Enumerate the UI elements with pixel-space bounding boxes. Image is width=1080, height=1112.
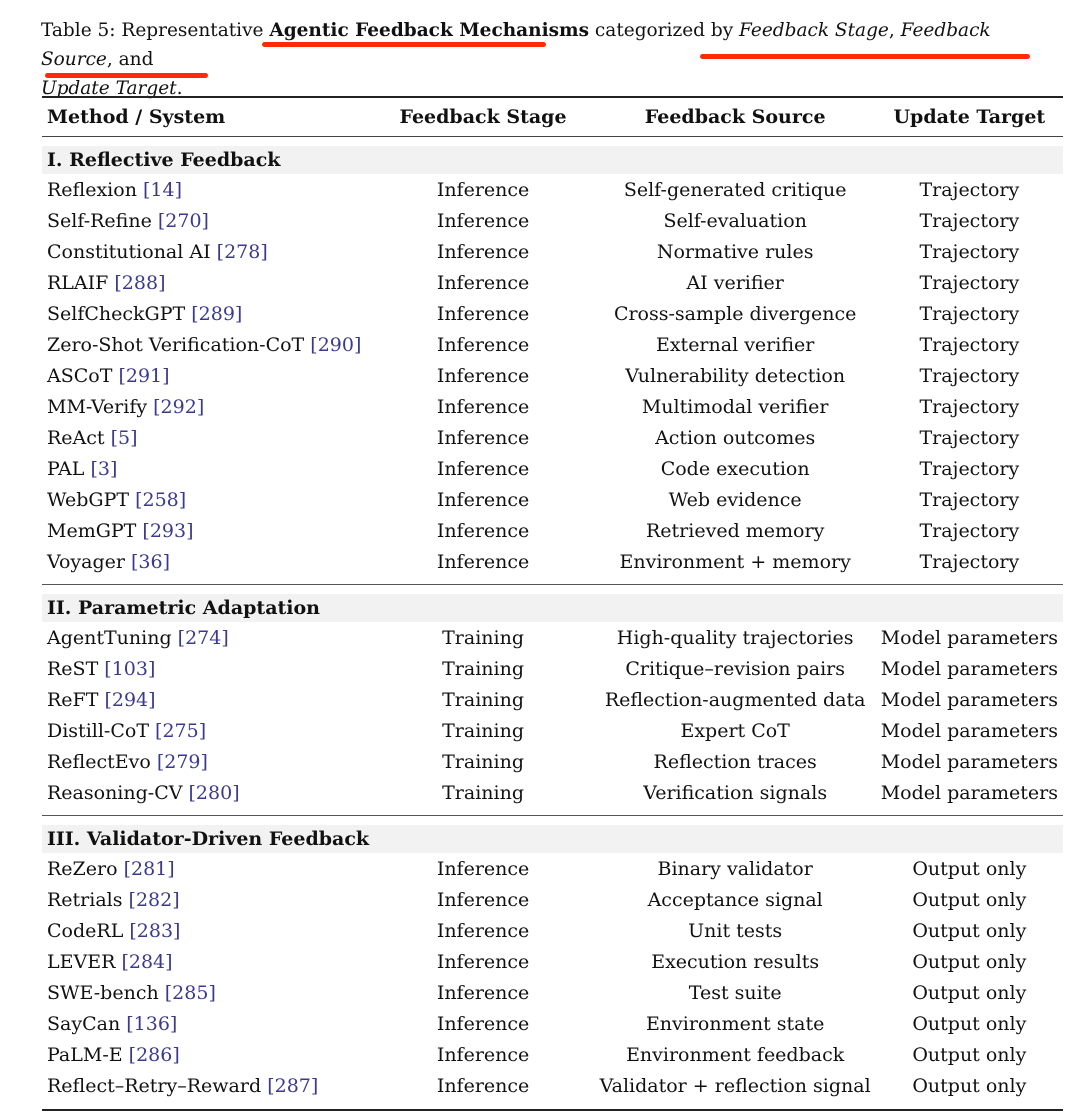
source-cell: Acceptance signal	[647, 888, 823, 911]
stage-cell: Training	[442, 657, 524, 680]
target-cell: Model parameters	[880, 781, 1058, 804]
stage-cell: Inference	[436, 271, 530, 294]
method-cell	[42, 546, 371, 577]
stage-cell: Inference	[436, 364, 530, 387]
citation-link[interactable]: [36]	[131, 550, 171, 573]
method-name: ReFT	[47, 688, 99, 711]
method-name: Voyager	[47, 550, 125, 573]
caption-italic-source: Feedback Source	[41, 20, 991, 70]
highlight-underline	[45, 73, 208, 78]
method-name: ReZero	[47, 857, 118, 880]
method-cell	[42, 422, 371, 453]
section-rule	[42, 577, 1063, 585]
source-cell: Multimodal verifier	[641, 395, 829, 418]
table-caption	[41, 16, 1051, 103]
header-source: Feedback Source	[595, 97, 876, 137]
stage-cell: Inference	[436, 457, 530, 480]
spacer-row	[42, 816, 1063, 826]
method-cell	[42, 391, 371, 422]
rule	[42, 808, 1063, 816]
stage-cell: Inference	[436, 1012, 530, 1035]
target-cell: Output only	[912, 950, 1027, 973]
target-cell: Trajectory	[919, 395, 1020, 418]
method-name: PAL	[47, 457, 85, 480]
method-cell	[42, 853, 371, 884]
citation-link[interactable]: [3]	[90, 457, 118, 480]
citation-link[interactable]: [280]	[188, 781, 240, 804]
method-cell	[42, 453, 371, 484]
source-cell: Retrieved memory	[646, 519, 825, 542]
method-name: Retrials	[47, 888, 123, 911]
stage-cell: Inference	[436, 209, 530, 232]
source-cell: Critique–revision pairs	[625, 657, 845, 680]
stage-cell: Inference	[436, 1074, 530, 1097]
method-cell	[42, 1070, 371, 1101]
method-name: Distill-CoT	[47, 719, 149, 742]
spacer-row	[42, 137, 1063, 147]
stage-cell: Inference	[436, 857, 530, 880]
target-cell: Model parameters	[880, 626, 1058, 649]
source-cell: Web evidence	[668, 488, 802, 511]
table-row	[42, 884, 1063, 915]
citation-link[interactable]: [275]	[155, 719, 207, 742]
method-name: ReAct	[47, 426, 105, 449]
source-cell: Self-evaluation	[663, 209, 807, 232]
method-name: MemGPT	[47, 519, 137, 542]
source-cell: Environment feedback	[626, 1043, 845, 1066]
method-name: SWE-bench	[47, 981, 159, 1004]
citation-link[interactable]: [292]	[153, 395, 205, 418]
citation-link[interactable]: [281]	[123, 857, 175, 880]
method-cell	[42, 205, 371, 236]
table-row	[42, 622, 1063, 653]
citation-link[interactable]: [289]	[191, 302, 243, 325]
method-name: MM-Verify	[47, 395, 148, 418]
stage-cell: Training	[442, 781, 524, 804]
caption-bold-term: Agentic Feedback Mechanisms	[269, 20, 590, 41]
spacer	[42, 585, 1063, 595]
method-name: ReST	[47, 657, 99, 680]
method-name: Constitutional AI	[47, 240, 211, 263]
method-name: SayCan	[47, 1012, 121, 1035]
target-cell: Trajectory	[919, 209, 1020, 232]
caption-text: categorized by	[589, 20, 740, 41]
section-title: II. Parametric Adaptation	[42, 594, 1063, 622]
source-cell: Normative rules	[656, 240, 814, 263]
target-cell: Model parameters	[880, 657, 1058, 680]
spacer	[42, 816, 1063, 826]
stage-cell: Inference	[436, 395, 530, 418]
method-name: Zero-Shot Verification-CoT	[47, 333, 305, 356]
feedback-mechanisms-table	[42, 96, 1063, 1111]
section-header-row	[42, 594, 1063, 622]
method-cell	[42, 946, 371, 977]
citation-link[interactable]: [279]	[156, 750, 208, 773]
target-cell: Output only	[912, 1074, 1027, 1097]
target-cell: Output only	[912, 919, 1027, 942]
table-row	[42, 1039, 1063, 1070]
table-row	[42, 205, 1063, 236]
highlight-underline	[700, 54, 1030, 59]
table-row	[42, 946, 1063, 977]
method-name: Reflexion	[47, 178, 137, 201]
source-cell: External verifier	[655, 333, 815, 356]
caption-italic-target: Update Target	[41, 78, 177, 99]
table-row	[42, 236, 1063, 267]
caption-end: .	[176, 78, 183, 99]
target-cell: Trajectory	[919, 519, 1020, 542]
method-cell	[42, 329, 371, 360]
section-title: III. Validator-Driven Feedback	[42, 825, 1063, 853]
table-row	[42, 391, 1063, 422]
table-row	[42, 977, 1063, 1008]
target-cell: Output only	[912, 1012, 1027, 1035]
target-cell: Output only	[912, 981, 1027, 1004]
stage-cell: Inference	[436, 178, 530, 201]
table-row	[42, 1008, 1063, 1039]
table-row	[42, 746, 1063, 777]
citation-link[interactable]: [103]	[104, 657, 156, 680]
stage-cell: Inference	[436, 240, 530, 263]
method-cell	[42, 777, 371, 808]
table-row	[42, 915, 1063, 946]
target-cell: Trajectory	[919, 333, 1020, 356]
citation-link[interactable]: [293]	[142, 519, 194, 542]
table-row	[42, 422, 1063, 453]
header-row	[42, 97, 1063, 137]
section-title: I. Reflective Feedback	[42, 146, 1063, 174]
table-row	[42, 777, 1063, 808]
highlight-underline	[262, 42, 546, 47]
rule	[42, 1101, 1063, 1110]
spacer-row	[42, 585, 1063, 595]
table-row	[42, 267, 1063, 298]
method-cell	[42, 684, 371, 715]
table-row	[42, 329, 1063, 360]
section-header-row	[42, 825, 1063, 853]
target-cell: Model parameters	[880, 719, 1058, 742]
table-row	[42, 715, 1063, 746]
method-name: SelfCheckGPT	[47, 302, 186, 325]
spacer	[42, 137, 1063, 147]
caption-sep: ,	[888, 20, 901, 41]
stage-cell: Inference	[436, 488, 530, 511]
citation-link[interactable]: [136]	[126, 1012, 178, 1035]
table-row	[42, 546, 1063, 577]
caption-italic-stage: Feedback Stage	[739, 20, 889, 41]
source-cell: Reflection-augmented data	[604, 688, 866, 711]
citation-link[interactable]: [285]	[164, 981, 216, 1004]
source-cell: Binary validator	[657, 857, 813, 880]
source-cell: Reflection traces	[653, 750, 817, 773]
table-row	[42, 453, 1063, 484]
table-body	[42, 137, 1063, 1111]
table-row	[42, 484, 1063, 515]
source-cell: Verification signals	[643, 781, 828, 804]
target-cell: Output only	[912, 1043, 1027, 1066]
header-stage: Feedback Stage	[371, 97, 594, 137]
table-row	[42, 653, 1063, 684]
stage-cell: Inference	[436, 426, 530, 449]
table-row	[42, 174, 1063, 205]
method-cell	[42, 236, 371, 267]
citation-link[interactable]: [288]	[114, 271, 166, 294]
table-row	[42, 515, 1063, 546]
source-cell: Expert CoT	[680, 719, 790, 742]
source-cell: Execution results	[651, 950, 820, 973]
table-row	[42, 853, 1063, 884]
source-cell: Test suite	[688, 981, 782, 1004]
citation-link[interactable]: [270]	[157, 209, 209, 232]
table-row	[42, 684, 1063, 715]
method-cell	[42, 653, 371, 684]
stage-cell: Inference	[436, 888, 530, 911]
method-name: RLAIF	[47, 271, 109, 294]
citation-link[interactable]: [291]	[118, 364, 170, 387]
method-name: ASCoT	[47, 364, 113, 387]
source-cell: Code execution	[660, 457, 810, 480]
method-cell	[42, 622, 371, 653]
citation-link[interactable]: [282]	[128, 888, 180, 911]
table-row	[42, 1070, 1063, 1101]
table-row	[42, 298, 1063, 329]
source-cell: Action outcomes	[655, 426, 816, 449]
table-row	[42, 360, 1063, 391]
stage-cell: Inference	[436, 950, 530, 973]
rule	[42, 577, 1063, 585]
target-cell: Model parameters	[880, 688, 1058, 711]
method-name: Self-Refine	[47, 209, 152, 232]
source-cell: Environment + memory	[619, 550, 851, 573]
citation-link[interactable]: [14]	[142, 178, 182, 201]
citation-link[interactable]: [274]	[177, 626, 229, 649]
method-cell	[42, 1039, 371, 1070]
header-method: Method / System	[42, 97, 371, 137]
method-name: ReflectEvo	[47, 750, 151, 773]
method-cell	[42, 298, 371, 329]
method-cell	[42, 977, 371, 1008]
stage-cell: Training	[442, 750, 524, 773]
stage-cell: Training	[442, 719, 524, 742]
stage-cell: Training	[442, 688, 524, 711]
caption-sep: , and	[106, 49, 154, 70]
target-cell: Output only	[912, 857, 1027, 880]
method-cell	[42, 267, 371, 298]
target-cell: Trajectory	[919, 364, 1020, 387]
target-cell: Trajectory	[919, 426, 1020, 449]
stage-cell: Inference	[436, 519, 530, 542]
method-cell	[42, 746, 371, 777]
source-cell: Self-generated critique	[623, 178, 847, 201]
stage-cell: Inference	[436, 919, 530, 942]
method-name: Reflect–Retry–Reward	[47, 1074, 262, 1097]
source-cell: Environment state	[645, 1012, 825, 1035]
method-cell	[42, 515, 371, 546]
stage-cell: Inference	[436, 333, 530, 356]
citation-link[interactable]: [278]	[216, 240, 268, 263]
target-cell: Trajectory	[919, 550, 1020, 573]
source-cell: Cross-sample divergence	[613, 302, 857, 325]
target-cell: Trajectory	[919, 178, 1020, 201]
method-name: WebGPT	[47, 488, 130, 511]
section-rule	[42, 1101, 1063, 1110]
target-cell: Trajectory	[919, 240, 1020, 263]
method-cell	[42, 915, 371, 946]
citation-link[interactable]: [294]	[104, 688, 156, 711]
citation-link[interactable]: [283]	[129, 919, 181, 942]
header-target: Update Target	[876, 97, 1063, 137]
citation-link[interactable]: [287]	[267, 1074, 319, 1097]
stage-cell: Training	[442, 626, 524, 649]
section-rule	[42, 808, 1063, 816]
method-name: CodeRL	[47, 919, 124, 942]
source-cell: Vulnerability detection	[625, 364, 846, 387]
method-name: AgentTuning	[47, 626, 172, 649]
target-cell: Trajectory	[919, 271, 1020, 294]
method-cell	[42, 715, 371, 746]
target-cell: Trajectory	[919, 457, 1020, 480]
citation-link[interactable]: [5]	[110, 426, 138, 449]
section-header-row	[42, 146, 1063, 174]
citation-link[interactable]: [286]	[128, 1043, 180, 1066]
target-cell: Trajectory	[919, 488, 1020, 511]
caption-prefix: Table 5: Representative	[41, 20, 270, 41]
source-cell: High-quality trajectories	[616, 626, 854, 649]
source-cell: Unit tests	[688, 919, 783, 942]
stage-cell: Inference	[436, 302, 530, 325]
method-cell	[42, 484, 371, 515]
method-cell	[42, 1008, 371, 1039]
target-cell: Output only	[912, 888, 1027, 911]
method-cell	[42, 360, 371, 391]
stage-cell: Inference	[436, 1043, 530, 1066]
target-cell: Trajectory	[919, 302, 1020, 325]
citation-link[interactable]: [258]	[135, 488, 187, 511]
method-cell	[42, 884, 371, 915]
method-name: Reasoning-CV	[47, 781, 183, 804]
stage-cell: Inference	[436, 981, 530, 1004]
citation-link[interactable]: [290]	[310, 333, 362, 356]
target-cell: Model parameters	[880, 750, 1058, 773]
method-cell	[42, 174, 371, 205]
citation-link[interactable]: [284]	[121, 950, 173, 973]
method-name: PaLM-E	[47, 1043, 123, 1066]
stage-cell: Inference	[436, 550, 530, 573]
source-cell: Validator + reflection signal	[599, 1074, 871, 1097]
method-name: LEVER	[47, 950, 116, 973]
source-cell: AI verifier	[686, 271, 784, 294]
